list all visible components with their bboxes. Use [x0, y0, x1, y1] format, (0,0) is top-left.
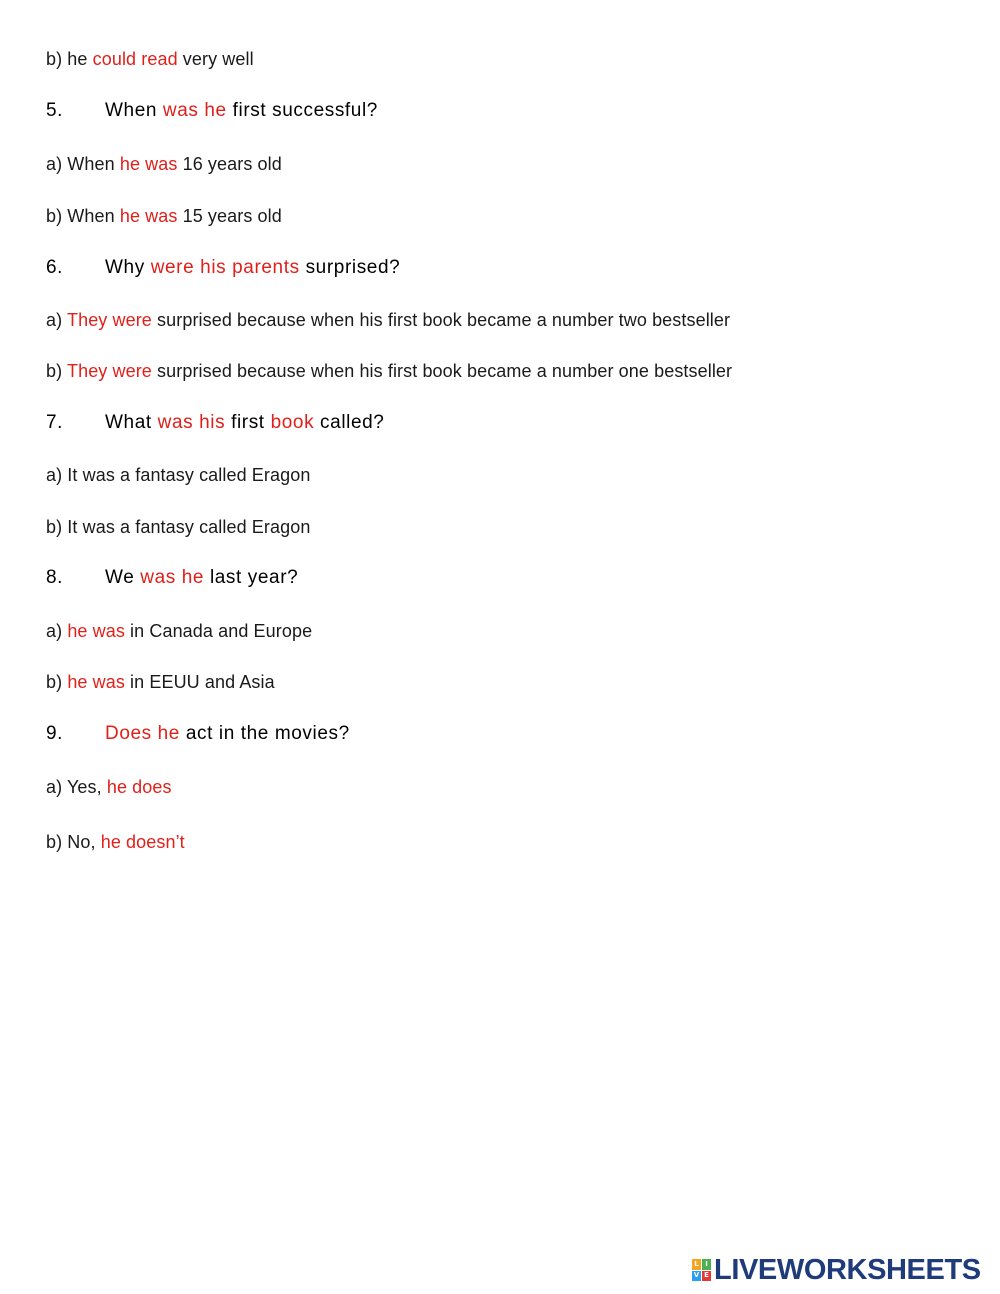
answer-line: a) When he was 16 years old: [46, 154, 282, 174]
liveworksheets-logo-icon: L I V E: [692, 1259, 711, 1281]
answer-line: b) When he was 15 years old: [46, 206, 282, 226]
answer-line: a) It was a fantasy called Eragon: [46, 465, 311, 485]
answer-line: a) Yes, he does: [46, 777, 172, 797]
answer-line: b) It was a fantasy called Eragon: [46, 517, 311, 537]
logo-text: LIVEWORKSHEETS: [714, 1253, 981, 1286]
answer-line: b) he was in EEUU and Asia: [46, 672, 275, 692]
question-number: 9.: [46, 723, 64, 744]
answer-line: a) he was in Canada and Europe: [46, 621, 313, 641]
liveworksheets-logo: [692, 1255, 981, 1285]
question-7: 7. What was his first book called?: [46, 412, 385, 433]
question-number: 6.: [46, 257, 64, 278]
answer-line: a) They were surprised because when his first book became a number two bestseller: [46, 310, 731, 330]
question-8: 8. We was he last year?: [46, 567, 299, 588]
question-number: 7.: [46, 412, 64, 433]
answer-line: b) They were surprised because when his first book became a number one bestseller: [46, 361, 733, 381]
question-number: 5.: [46, 100, 64, 121]
question-9: 9. Does he act in the movies?: [46, 723, 350, 744]
answer-line: b) No, he doesn’t: [46, 832, 185, 852]
answer-line: b) he could read very well: [46, 49, 254, 69]
question-5: 5. When was he first successful?: [46, 100, 378, 121]
question-6: 6. Why were his parents surprised?: [46, 257, 401, 278]
question-number: 8.: [46, 567, 64, 588]
